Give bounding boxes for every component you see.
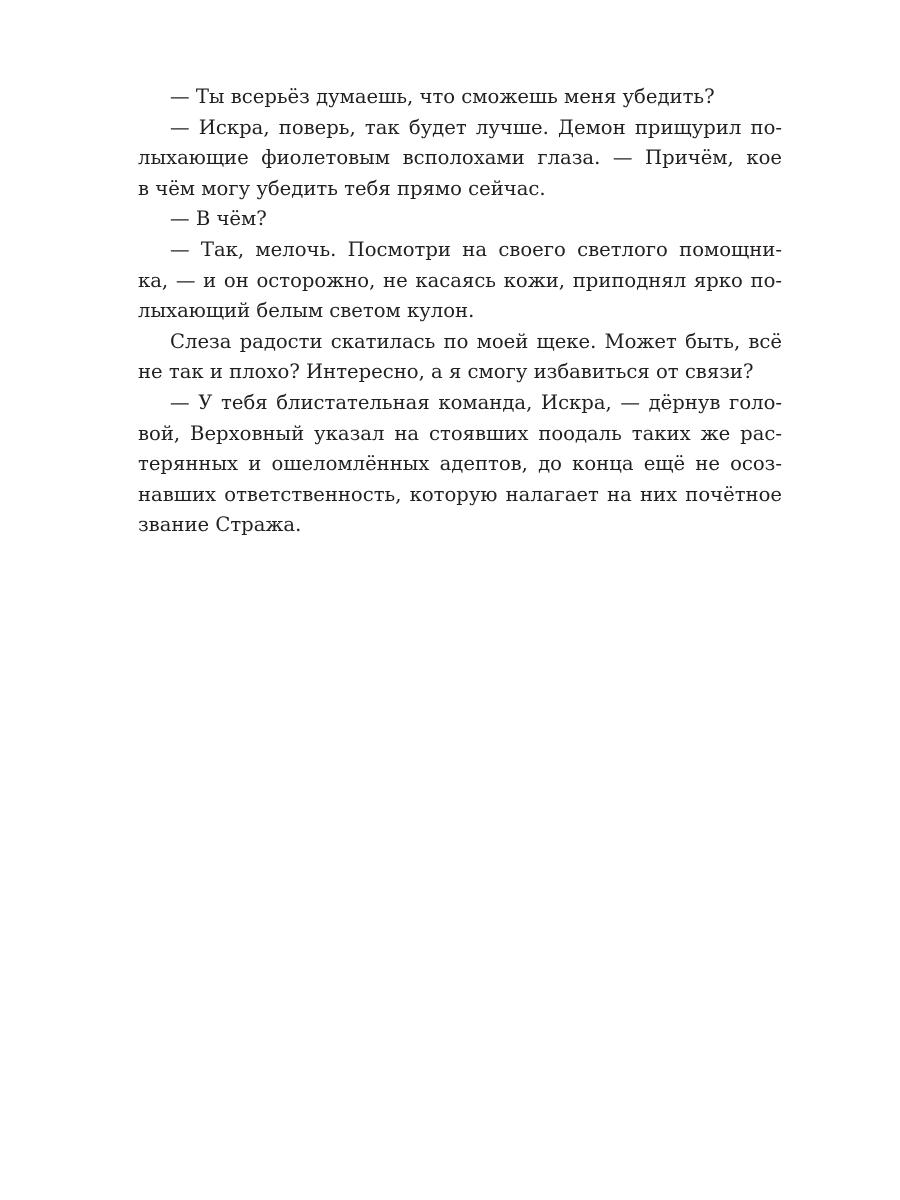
text-line: лыхающие фиолетовым всполохами глаза. — Причём, кое	[138, 146, 782, 170]
paragraph	[138, 82, 782, 113]
text-line: — Так, мелочь. Посмотри на своего светлого помощни-	[170, 237, 782, 261]
text-line: — У тебя блистательная команда, Искра, — дёрнув голо-	[170, 390, 782, 414]
text-line: Слеза радости скатилась по моей щеке. Может быть, всё	[170, 329, 782, 353]
text-line: не так и плохо? Интересно, а я смогу избавиться от связи?	[138, 360, 754, 384]
paragraph	[138, 113, 782, 205]
text-line: — Ты всерьёз думаешь, что сможешь меня убедить?	[170, 85, 715, 108]
text-line: — В чём?	[170, 207, 267, 231]
text-line: ка, — и он осторожно, не касаясь кожи, приподнял ярко по-	[138, 268, 782, 292]
paragraph	[138, 204, 782, 235]
paragraph	[138, 388, 782, 541]
paragraph	[138, 235, 782, 327]
text-line: лыхающий белым светом кулон.	[138, 299, 475, 323]
text-line: звание Стража.	[138, 513, 302, 537]
text-line: терянных и ошеломлённых адептов, до конца ещё не осоз-	[138, 452, 782, 476]
text-line: в чём могу убедить тебя прямо сейчас.	[138, 176, 546, 200]
page-text	[138, 82, 782, 541]
text-line: — Искра, поверь, так будет лучше. Демон прищурил по-	[170, 115, 782, 139]
text-line: вой, Верховный указал на стоявших поодаль таких же рас-	[138, 421, 782, 445]
text-line: навших ответственность, которую налагает на них почётное	[138, 482, 782, 506]
paragraph	[138, 327, 782, 388]
